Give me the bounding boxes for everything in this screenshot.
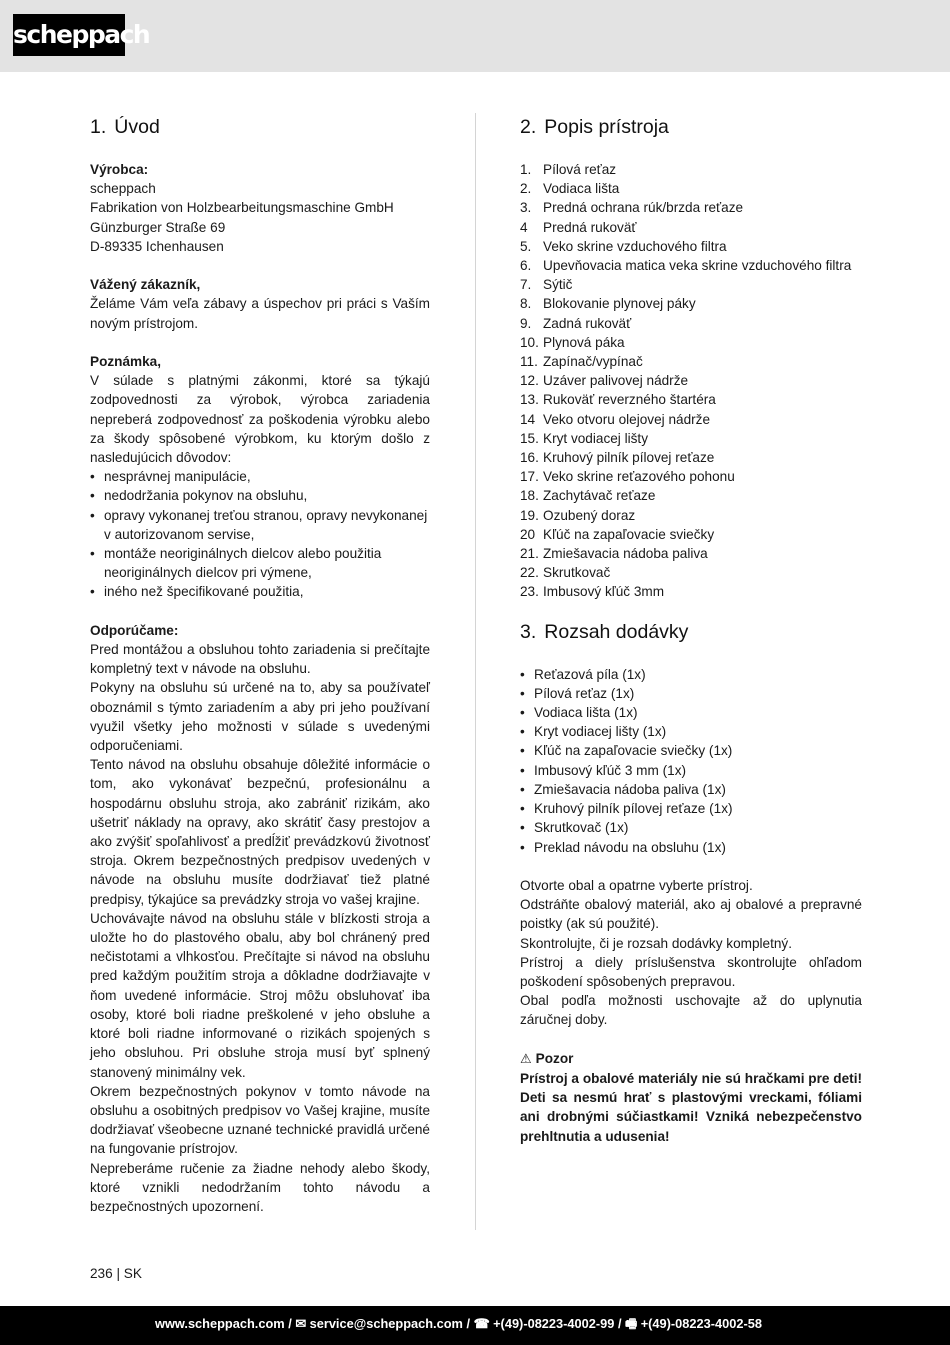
- list-item: • opravy vykonanej treťou stranou, opravy nevykonanej v autorizovanom servise,: [90, 506, 430, 544]
- list-item: 13. Rukoväť reverzného štartéra: [520, 392, 716, 408]
- unpack-paragraph: Odstráňte obalový materiál, ako aj obalové a prepravné poistky (ak sú použité).: [520, 897, 862, 932]
- list-item: • Kryt vodiacej lišty (1x): [520, 722, 862, 741]
- manufacturer-address: scheppach Fabrikation von Holzbearbeitungsmaschine GmbH Günzburger Straße 69 D-89335 Ichenhausen: [90, 181, 394, 254]
- list-item: • nedodržania pokynov na obsluhu,: [90, 486, 430, 505]
- list-item: • Preklad návodu na obsluhu (1x): [520, 838, 862, 857]
- list-item: 23. Imbusový kľúč 3mm: [520, 584, 665, 600]
- section-title-intro: 1. Úvod: [90, 116, 160, 138]
- unpack-paragraph: Otvorte obal a opatrne vyberte prístroj.: [520, 877, 753, 893]
- list-item: • Imbusový kľúč 3 mm (1x): [520, 761, 862, 780]
- page-header: [0, 0, 950, 72]
- list-item: 1. Pílová reťaz: [520, 162, 617, 177]
- note-list: [90, 467, 430, 601]
- scope-list: [520, 665, 862, 857]
- page-footer: [0, 1306, 950, 1345]
- recommend-paragraph: Uchovávajte návod na obsluhu stále v blízkosti stroja a uložte ho do plastového obalu, aby bol chránený pred nečistotami a vlhkosťou. Prečítajte si návod na obsluhu pred každým použitím stroja a dôkladne dodržiavajte v ňom uvedené informácie. Stroj môžu obsluhovať iba osoby, ktoré boli riadne preškolené v jeho obsluhe a ktoré boli riadne informované o rizikách spojených s jeho obsluhou. Pri obsluhe stroja musí byť splnený stanovený minimálny vek.: [90, 910, 430, 1080]
- warning-text: Prístroj a obalové materiály nie sú hračkami pre deti! Deti sa nesmú hrať s plastovými vreckami, fóliami ani drobnými súčiastkami! Vzniká nebezpečenstvo prehltnutia a udusenia!: [520, 1070, 862, 1144]
- list-item: 19. Ozubený doraz: [520, 507, 636, 523]
- list-item: • iného než špecifikované použitia,: [90, 582, 430, 601]
- list-item: • Vodiaca lišta (1x): [520, 703, 862, 722]
- footer-contact: www.scheppach.com / ✉ service@scheppach.com / ☎ +(49)-08223-4002-99 / 🖷 +(49)-08223-4002-58: [155, 1316, 762, 1331]
- list-item: • Kľúč na zapaľovacie sviečky (1x): [520, 741, 862, 760]
- list-item: 20 Kľúč na zapaľovacie sviečky: [520, 526, 715, 542]
- list-item: 8. Blokovanie plynovej páky: [520, 296, 696, 312]
- list-item: • Kruhový pilník pílovej reťaze (1x): [520, 799, 862, 818]
- column-divider: [475, 113, 476, 1230]
- warning-icon: ⚠: [520, 1051, 532, 1067]
- dear-customer-label: Vážený zákazník,: [90, 277, 201, 293]
- list-item: 22. Skrutkovač: [520, 565, 611, 581]
- list-item: 16. Kruhový pilník pílovej reťaze: [520, 450, 715, 466]
- section-title-description: 2. Popis prístroja: [520, 116, 669, 138]
- manufacturer-label: Výrobca:: [90, 162, 149, 177]
- list-item: 10. Plynová páka: [520, 334, 625, 350]
- list-item: 2. Vodiaca lišta: [520, 181, 620, 197]
- list-item: 4 Predná rukoväť: [520, 219, 637, 235]
- list-item: 18. Zachytávač reťaze: [520, 488, 656, 504]
- right-column: [520, 115, 862, 1146]
- list-item: 17. Veko skrine reťazového pohonu: [520, 469, 735, 485]
- dear-customer-text: Želáme Vám veľa zábavy a úspechov pri práci s Vaším novým prístrojom.: [90, 296, 430, 331]
- left-column: [90, 115, 430, 1216]
- section-title-scope: 3. Rozsah dodávky: [520, 620, 689, 643]
- list-item: 14 Veko otvoru olejovej nádrže: [520, 411, 711, 427]
- unpack-paragraph: Prístroj a diely príslušenstva skontrolujte ohľadom poškodení spôsobených prepravou.: [520, 954, 862, 989]
- list-item: • montáže neoriginálnych dielcov alebo použitia neoriginálnych dielcov pri výmene,: [90, 544, 430, 582]
- list-item: • Skrutkovač (1x): [520, 818, 862, 837]
- list-item: 21. Zmiešavacia nádoba paliva: [520, 546, 708, 562]
- warning-heading: ⚠ Pozor: [520, 1050, 574, 1067]
- list-item: 9. Zadná rukoväť: [520, 315, 632, 331]
- page-number: 236 | SK: [90, 1266, 142, 1281]
- list-item: 5. Veko skrine vzduchového filtra: [520, 238, 727, 254]
- list-item: 15. Kryt vodiacej lišty: [520, 430, 649, 446]
- recommend-paragraph: Tento návod na obsluhu obsahuje dôležité informácie o tom, ako vykonávať bezpečnú, profesionálnu a hospodárnu obsluhu stroja, ako zabrániť rizikám, ako ušetriť náklady na opravy, ako skrátiť časy prestojov a ako zvýšiť spoľahlivosť a predĺžiť prevádzkovú životnosť stroja. Okrem bezpečnostných predpisov uvedených v návode na obsluhu musíte dodržiavať tiež platné predpisy, týkajúce sa prevádzky stroja vo vašej krajine.: [90, 757, 430, 907]
- recommend-paragraph: Nepreberáme ručenie za žiadne nehody alebo škody, ktoré vznikli nedodržaním tohto návodu a bezpečnostných upozornení.: [90, 1160, 430, 1214]
- list-item: 11. Zapínač/vypínač: [520, 354, 643, 370]
- recommend-paragraph: Pokyny na obsluhu sú určené na to, aby sa používateľ oboznámil s týmto zariadením a aby pri jeho používaní využil všetky jeho možnosti v súlade s uvedenými odporučeniami.: [90, 680, 430, 754]
- brand-logo: scheppach: [13, 14, 125, 56]
- unpack-paragraph: Skontrolujte, či je rozsah dodávky kompletný.: [520, 935, 793, 951]
- list-item: • nesprávnej manipulácie,: [90, 467, 430, 486]
- unpack-paragraph: Obal podľa možnosti uschovajte až do uplynutia záručnej doby.: [520, 993, 862, 1028]
- parts-list: [520, 160, 862, 602]
- list-item: • Pílová reťaz (1x): [520, 684, 862, 703]
- note-label: Poznámka,: [90, 354, 162, 369]
- recommend-paragraph: Okrem bezpečnostných pokynov v tomto návode na obsluhu a osobitných predpisov vo Vašej krajine, musíte dodržiavať všeobecne uznané technické pravidlá určené na fungovanie prístrojov.: [90, 1083, 430, 1157]
- list-item: 3. Predná ochrana rúk/brzda reťaze: [520, 200, 744, 216]
- note-text: V súlade s platnými zákonmi, ktoré sa týkajú zodpovednosti za výrobok, výrobca zariadenia nepreberá zodpovednosť za poškodenia výrobku alebo za škody spôsobené výrobkom, ku ktorým došlo z nasledujúcich dôvodov:: [90, 373, 430, 466]
- list-item: 6. Upevňovacia matica veka skrine vzduchového filtra: [520, 258, 852, 274]
- list-item: 12. Uzáver palivovej nádrže: [520, 373, 689, 389]
- list-item: 7. Sýtič: [520, 277, 573, 293]
- list-item: • Zmiešavacia nádoba paliva (1x): [520, 780, 862, 799]
- recommend-paragraph: Pred montážou a obsluhou tohto zariadenia si prečítajte kompletný text v návode na obsluhu.: [90, 642, 430, 677]
- recommend-label: Odporúčame:: [90, 622, 179, 638]
- list-item: • Reťazová píla (1x): [520, 665, 862, 684]
